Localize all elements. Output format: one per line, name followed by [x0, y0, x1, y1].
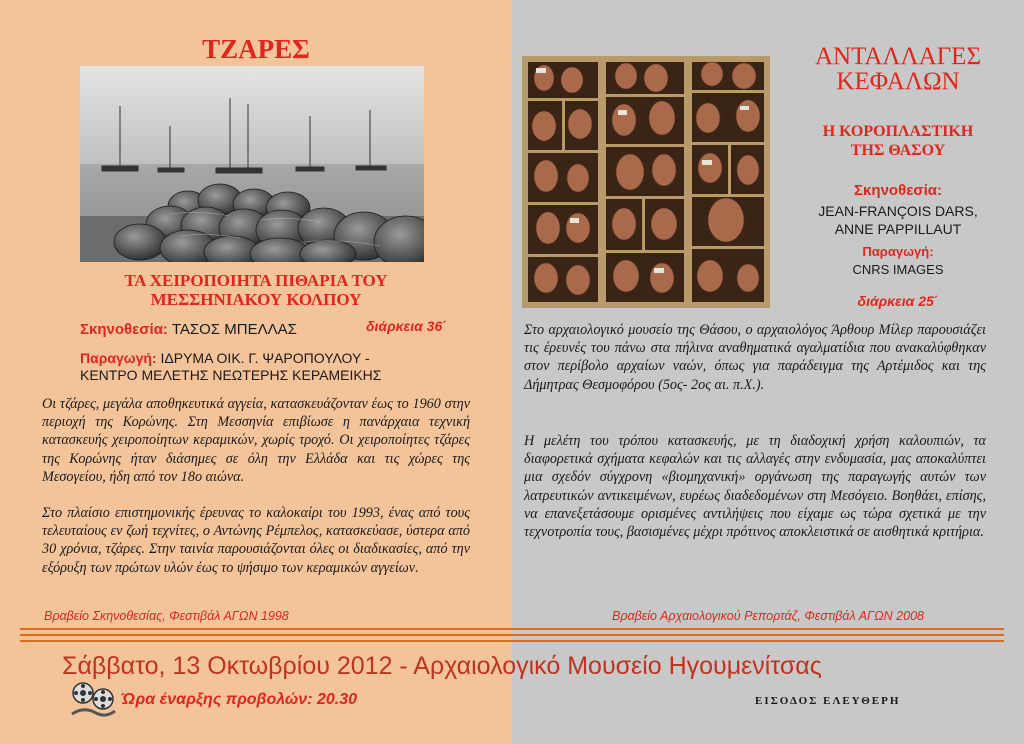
- right-title: [778, 44, 1018, 94]
- right-subtitle-line1: Η ΚΟΡΟΠΛΑΣΤΙΚΗ: [822, 123, 974, 140]
- footer-stripe-middle: [20, 634, 1004, 636]
- heads-photo-illustration: [522, 56, 770, 308]
- left-subtitle: [60, 271, 452, 309]
- right-director-line1: JEAN-FRANÇOIS DARS,: [818, 203, 978, 219]
- footer-stripe-top: [20, 628, 1004, 630]
- left-paragraph-1: Οι τζάρες, μεγάλα αποθηκευτικά αγγεία, κατασκευάζονταν έως το 1960 στην περιοχή της Κορώνης. Στη Μεσσηνία επιβίωσε η πανάρχαια τεχνική κατασκευής χειροποίητων κεραμικών, χωρίς τροχό. Οι χειροποίητες τζάρες της Κορώνης ήταν διάσημες σε όλη την Ελλάδα και τις χώρες της Μεσογείου, ήδη από τον 18ο αιώνα.: [42, 396, 470, 485]
- left-production: [80, 350, 381, 384]
- right-subtitle-line2: ΤΗΣ ΘΑΣΟΥ: [850, 142, 946, 159]
- right-director-names: [790, 202, 1006, 238]
- footer-stripe-bottom: [20, 640, 1004, 642]
- left-award: Βραβείο Σκηνοθεσίας, Φεστιβάλ ΑΓΩΝ 1998: [44, 609, 289, 623]
- left-subtitle-line1: ΤΑ ΧΕΙΡΟΠΟΙΗΤΑ ΠΙΘΑΡΙΑ ΤΟΥ: [124, 271, 388, 290]
- left-paragraph-2: Στο πλαίσιο επιστημονικής έρευνας το καλοκαίρι του 1993, ένας από τους τελευταίους εν ζωή τεχνίτες, ο Αντώνης Ρέμπελος, κατασκεύασε, ύστερα από 30 χρόνια, τζάρες. Στην ταινία παρουσιάζονται όλες οι διαδικασίες, από την εξόρυξη των πρώτων υλών έως το ψήσιμο των κεραμικών αγγείων.: [42, 505, 470, 576]
- right-duration: διάρκεια 25΄: [857, 293, 939, 309]
- right-paragraph-2: Η μελέτη του τρόπου κατασκευής, με τη διαδοχική χρήση καλουπιών, τα διαφορετικά σχήματα κεφαλών και τις αλλαγές στην ενδυμασία, μας αποκαλύπτει μια σχεδόν σύγχρονη «βιομηχανική» οργάνωση της παραγωγής αυτών των λατρευτικών αντικειμένων, ευρέως διαδεδομένων στη Μεσόγειο. Βοηθάει, επίσης, να επανεξετάσουμε ορισμένες αντιλήψεις που είχαμε ως τώρα σχετικά με την τεχνοτροπία τους, βασισμένες μέχρι πρότινος αποκλειστικά σε αισθητικά κριτήρια.: [524, 433, 986, 541]
- right-title-line1: ΑΝΤΑΛΛΑΓΕΣ: [814, 43, 981, 70]
- free-entry-notice: ΕΙΣΟΔΟΣ ΕΛΕΥΘΕΡΗ: [755, 695, 901, 707]
- left-director: [80, 321, 297, 338]
- left-subtitle-line2: ΜΕΣΣΗΝΙΑΚΟΥ ΚΟΛΠΟΥ: [150, 290, 362, 309]
- right-director-label: Σκηνοθεσία:: [854, 182, 942, 199]
- left-director-name: ΤΑΣΟΣ ΜΠΕΛΛΑΣ: [171, 321, 297, 338]
- right-subtitle: [778, 122, 1018, 160]
- heads-photo: [522, 56, 770, 308]
- left-director-label: Σκηνοθεσία:: [80, 321, 168, 338]
- right-production-label: Παραγωγή:: [862, 244, 934, 259]
- left-duration: διάρκεια 36΄: [366, 318, 447, 334]
- film-reel-icon: [70, 680, 116, 718]
- right-director-line2: ANNE PAPPILLAUT: [834, 221, 962, 237]
- left-production-label: Παραγωγή:: [80, 350, 157, 366]
- right-paragraph-1: Στο αρχαιολογικό μουσείο της Θάσου, ο αρχαιολόγος Άρθουρ Μίλερ παρουσιάζει τις έρευνές του πάνω στα πήλινα αναθηματικά αγαλματίδια που ανακαλύφθηκαν στον περίβολο αρχαίων ναών, όπως για παράδειγμα της Αρτέμιδος και της Δήμητρας Θεσμοφόρου (5ος- 2ος αι. π.Χ.).: [524, 322, 986, 393]
- screening-time: Ώρα έναρξης προβολών: 20.30: [122, 691, 357, 708]
- right-title-line2: ΚΕΦΑΛΩΝ: [836, 68, 960, 95]
- event-date-venue: Σάββατο, 13 Οκτωβρίου 2012 - Αρχαιολογικό Μουσείο Ηγουμενίτσας: [62, 652, 822, 680]
- jars-photo: [80, 66, 424, 262]
- left-title: ΤΖΑΡΕΣ: [202, 34, 310, 64]
- jars-photo-illustration: [80, 66, 424, 262]
- left-production-line2: ΚΕΝΤΡΟ ΜΕΛΕΤΗΣ ΝΕΩΤΕΡΗΣ ΚΕΡΑΜΕΙΚΗΣ: [80, 367, 382, 383]
- left-production-line1: ΙΔΡΥΜΑ ΟΙΚ. Γ. ΨΑΡΟΠΟΥΛΟΥ -: [160, 350, 370, 366]
- right-production-name: CNRS IMAGES: [852, 262, 944, 277]
- right-award: Βραβείο Αρχαιολογικού Ρεπορτάζ, Φεστιβάλ ΑΓΩΝ 2008: [612, 609, 924, 623]
